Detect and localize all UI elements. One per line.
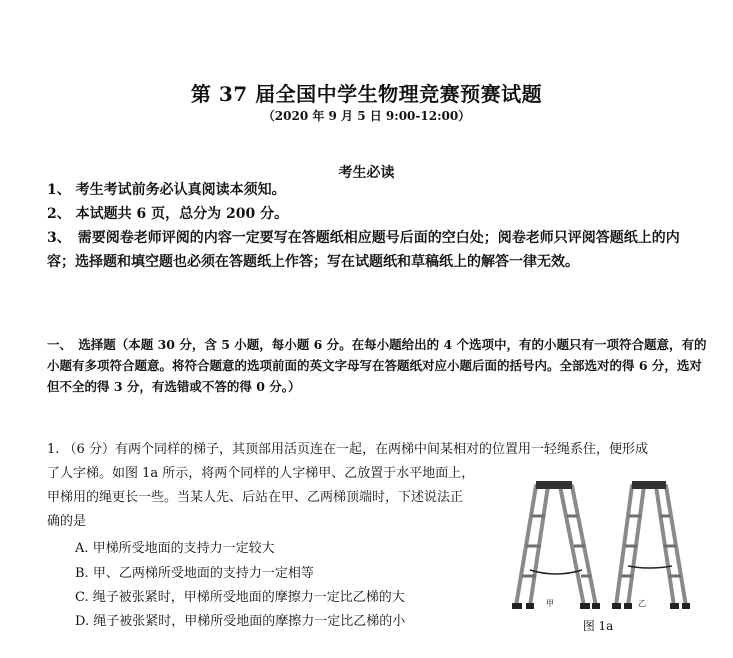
- ladder-figure: [498, 478, 698, 618]
- exam-title: 第 37 届全国中学生物理竞赛预赛试题: [190, 82, 543, 106]
- question-stem-line-4: 确的是: [47, 514, 87, 529]
- question-stem-line-2: 了人字梯。如图 1a 所示，将两个同样的人字梯甲、乙放置于水平地面上，: [47, 466, 475, 481]
- option-c: C. 绳子被张紧时，甲梯所受地面的摩擦力一定比乙梯的大: [75, 590, 405, 605]
- section-instructions: 一、 选择题（本题 30 分，含 5 小题，每小题 6 分。在每小题给出的 4 个选项中，有的小题只有一项符合题意，有的小题有多项符合题意。将符合题意的选项前面的英文字母写在答题纸对应小题后面的括号内。全部选对的得 6 分，选对但不全的得 3 分，有选错或不答的得 0 分。）: [47, 337, 707, 394]
- question-stem-line-1: 1. （6 分）有两个同样的梯子，其顶部用活页连在一起，在两梯中间某相对的位置用一轻绳系住，便形成: [47, 442, 648, 457]
- option-d: D. 绳子被张紧时，甲梯所受地面的摩擦力一定比乙梯的小: [75, 614, 406, 629]
- notice-title: 考生必读: [338, 165, 395, 181]
- notice-item-1: 1、 考生考试前务必认真阅读本须知。: [47, 182, 286, 198]
- exam-date: （2020 年 9 月 5 日 9:00-12:00）: [262, 109, 471, 123]
- ladder-label-yi: 乙: [638, 599, 646, 608]
- notice-item-3: 3、 需要阅卷老师评阅的内容一定要写在答题纸相应题号后面的空白处；阅卷老师只评阅答题纸上的内容；选择题和填空题也必须在答题纸上作答；写在试题纸和草稿纸上的解答一律无效。: [47, 230, 680, 270]
- question-stem-line-3: 甲梯用的绳更长一些。当某人先、后站在甲、乙两梯顶端时，下述说法正: [47, 490, 464, 505]
- ladder-label-jia: 甲: [546, 599, 554, 608]
- figure-caption: 图 1a: [582, 619, 614, 633]
- option-b: B. 甲、乙两梯所受地面的支持力一定相等: [75, 566, 314, 581]
- option-a: A. 甲梯所受地面的支持力一定较大: [75, 541, 275, 556]
- notice-item-2: 2、 本试题共 6 页，总分为 200 分。: [47, 206, 289, 222]
